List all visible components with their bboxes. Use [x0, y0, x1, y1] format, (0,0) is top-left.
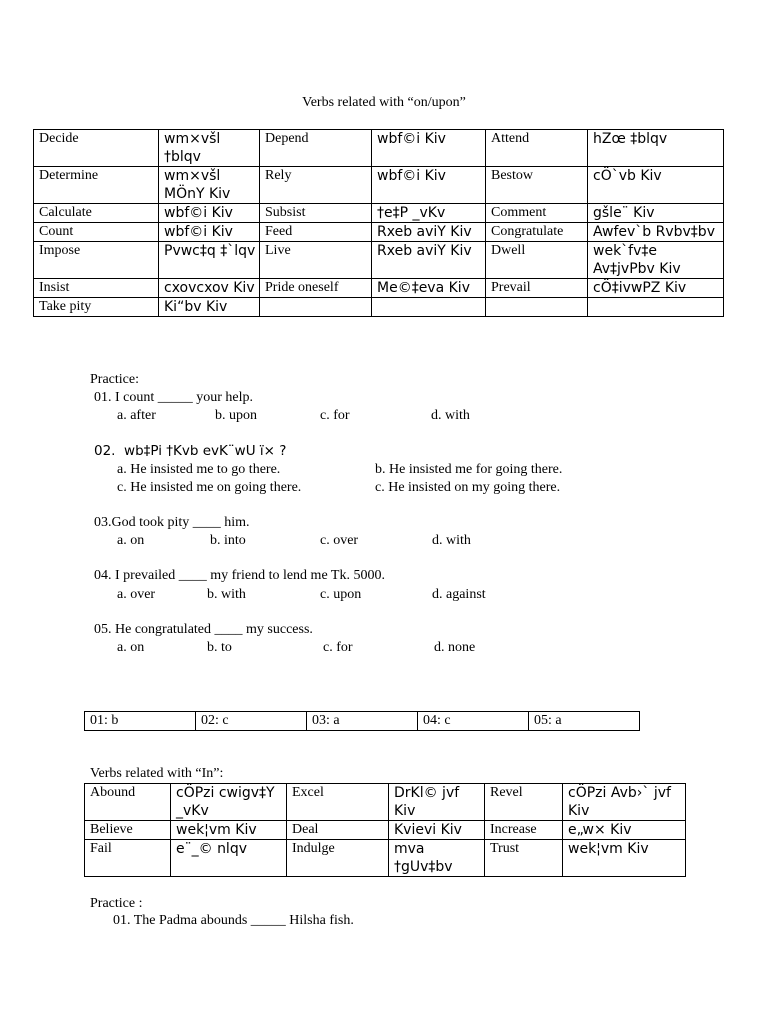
q5-option-a: a. on: [117, 640, 145, 655]
meaning-cell: Rxeb aviY Kiv: [372, 242, 486, 279]
q2-option-c: c. He insisted me on going there.: [117, 480, 302, 495]
table-row: [34, 298, 724, 317]
table-row: [34, 204, 724, 223]
table-row: [85, 821, 686, 840]
meaning-cell: [588, 298, 724, 317]
q1-option-c: c. for: [320, 408, 350, 423]
verb-cell: Congratulate: [486, 223, 588, 242]
meaning-cell: cÖ‡ivwPZ Kiv: [588, 279, 724, 298]
verb-cell: Revel: [485, 784, 563, 821]
meaning-cell: wm×všl †blqv: [159, 130, 260, 167]
q2-option-b: b. He insisted me for going there.: [375, 462, 563, 477]
q5-option-c: c. for: [323, 640, 353, 655]
table-row: [34, 279, 724, 298]
section-in-heading: Verbs related with “In”:: [90, 766, 224, 781]
verb-cell: Insist: [34, 279, 159, 298]
page-title: Verbs related with “on/upon”: [302, 95, 466, 110]
practice-heading: Practice:: [90, 372, 139, 387]
verb-cell: Decide: [34, 130, 159, 167]
verb-cell: Deal: [287, 821, 389, 840]
q1-option-a: a. after: [117, 408, 156, 423]
meaning-cell: wbf©i Kiv: [372, 130, 486, 167]
answer-key-table: [84, 711, 640, 731]
verb-cell: Increase: [485, 821, 563, 840]
meaning-cell: wbf©i Kiv: [372, 167, 486, 204]
meaning-cell: wbf©i Kiv: [159, 223, 260, 242]
verb-cell: Count: [34, 223, 159, 242]
verb-cell: Prevail: [486, 279, 588, 298]
verb-cell: Rely: [260, 167, 372, 204]
meaning-cell: e„w× Kiv: [563, 821, 686, 840]
verb-cell: Fail: [85, 840, 171, 877]
meaning-cell: hZœ ‡blqv: [588, 130, 724, 167]
meaning-cell: cÖPzi Avb›` jvf Kiv: [563, 784, 686, 821]
table-row: [34, 223, 724, 242]
verb-cell: [260, 298, 372, 317]
answer-cell: 03: a: [307, 712, 418, 731]
verb-cell: Impose: [34, 242, 159, 279]
meaning-cell: †e‡P _vKv: [372, 204, 486, 223]
q2-option-a: a. He insisted me to go there.: [117, 462, 281, 477]
answer-cell: 01: b: [85, 712, 196, 731]
question-5: 05. He congratulated ____ my success.: [94, 622, 313, 637]
verb-cell: Live: [260, 242, 372, 279]
verbs-in-table-body: [85, 784, 686, 877]
meaning-cell: Pvwc‡q ‡`lqv: [159, 242, 260, 279]
meaning-cell: Rxeb aviY Kiv: [372, 223, 486, 242]
q3-option-b: b. into: [210, 533, 246, 548]
meaning-cell: wbf©i Kiv: [159, 204, 260, 223]
meaning-cell: Ki“bv Kiv: [159, 298, 260, 317]
verbs-in-table: [84, 783, 686, 877]
q4-option-a: a. over: [117, 587, 156, 602]
q4-option-b: b. with: [207, 587, 246, 602]
meaning-cell: e¨_© nlqv: [171, 840, 287, 877]
meaning-cell: [372, 298, 486, 317]
verb-cell: [486, 298, 588, 317]
practice-2-question-1: 01. The Padma abounds _____ Hilsha fish.: [113, 913, 354, 928]
q5-option-b: b. to: [207, 640, 232, 655]
q3-option-d: d. with: [432, 533, 471, 548]
q3-option-c: c. over: [320, 533, 359, 548]
verb-cell: Take pity: [34, 298, 159, 317]
question-1: 01. I count _____ your help.: [94, 390, 254, 405]
verb-cell: Indulge: [287, 840, 389, 877]
meaning-cell: mva †gUv‡bv: [389, 840, 485, 877]
meaning-cell: wm×všl MÖnY Kiv: [159, 167, 260, 204]
q1-option-d: d. with: [431, 408, 470, 423]
answer-key-row: [85, 712, 640, 731]
answer-cell: 02: c: [196, 712, 307, 731]
meaning-cell: Me©‡eva Kiv: [372, 279, 486, 298]
meaning-cell: gšle¨ Kiv: [588, 204, 724, 223]
table-row: [34, 242, 724, 279]
meaning-cell: cxovcxov Kiv: [159, 279, 260, 298]
meaning-cell: Kvievi Kiv: [389, 821, 485, 840]
meaning-cell: cÖPzi cwigv‡Y _vKv: [171, 784, 287, 821]
verb-cell: Feed: [260, 223, 372, 242]
verb-cell: Excel: [287, 784, 389, 821]
q3-option-a: a. on: [117, 533, 145, 548]
meaning-cell: cÖ`vb Kiv: [588, 167, 724, 204]
answer-cell: 05: a: [529, 712, 640, 731]
q5-option-d: d. none: [434, 640, 476, 655]
verb-cell: Pride oneself: [260, 279, 372, 298]
meaning-cell: Awfev`b Rvbv‡bv: [588, 223, 724, 242]
verb-cell: Subsist: [260, 204, 372, 223]
q2-option-d: c. He insisted on my going there.: [375, 480, 561, 495]
verb-cell: Trust: [485, 840, 563, 877]
question-4: 04. I prevailed ____ my friend to lend me Tk. 5000.: [94, 568, 385, 583]
verb-cell: Dwell: [486, 242, 588, 279]
meaning-cell: wek¦vm Kiv: [563, 840, 686, 877]
question-3: 03.God took pity ____ him.: [94, 515, 250, 530]
meaning-cell: wek¦vm Kiv: [171, 821, 287, 840]
verb-cell: Bestow: [486, 167, 588, 204]
answer-cell: 04: c: [418, 712, 529, 731]
verb-cell: Comment: [486, 204, 588, 223]
table-row: [85, 784, 686, 821]
meaning-cell: wek`fv‡e Av‡jvPbv Kiv: [588, 242, 724, 279]
table-row: [34, 167, 724, 204]
table-row: [34, 130, 724, 167]
q4-option-c: c. upon: [320, 587, 362, 602]
meaning-cell: DrKl© jvf Kiv: [389, 784, 485, 821]
verb-cell: Believe: [85, 821, 171, 840]
verb-cell: Determine: [34, 167, 159, 204]
verbs-on-upon-table-body: [34, 130, 724, 317]
table-row: [85, 840, 686, 877]
question-2: 02. wb‡Pi †Kvb evK¨wU ï× ?: [94, 443, 287, 459]
practice-2-heading: Practice :: [90, 896, 143, 911]
q4-option-d: d. against: [432, 587, 486, 602]
verb-cell: Depend: [260, 130, 372, 167]
verb-cell: Attend: [486, 130, 588, 167]
q1-option-b: b. upon: [215, 408, 257, 423]
verb-cell: Abound: [85, 784, 171, 821]
verb-cell: Calculate: [34, 204, 159, 223]
verbs-on-upon-table: [33, 129, 724, 317]
